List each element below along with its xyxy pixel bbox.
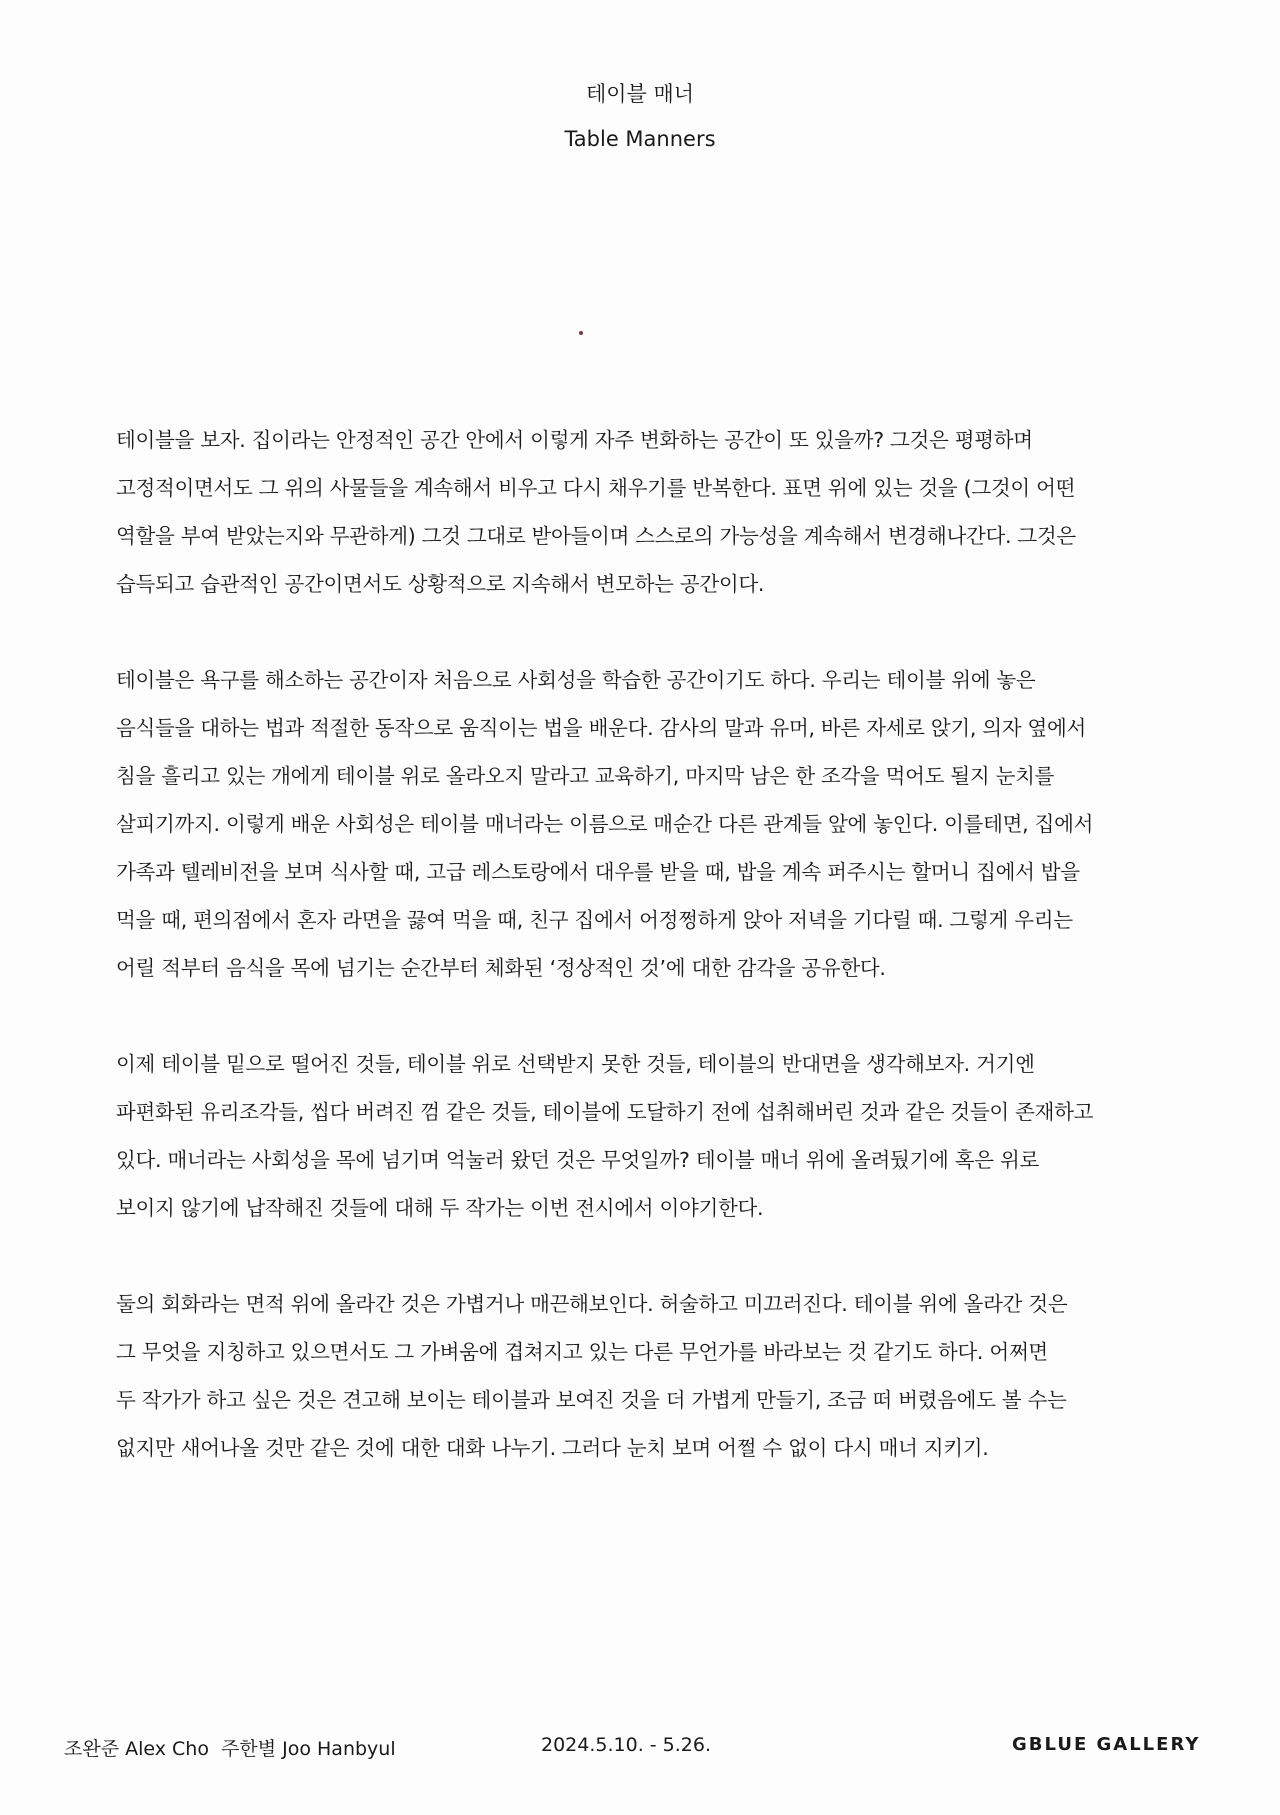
text-line: 보이지 않기에 납작해진 것들에 대해 두 작가는 이번 전시에서 이야기한다.	[116, 1196, 764, 1220]
text-line: 테이블을 보자. 집이라는 안정적인 공간 안에서 이렇게 자주 변화하는 공간이 또 있을까? 그것은 평평하며	[116, 428, 1033, 452]
gallery-logo: GBLUE GALLERY	[1012, 1734, 1201, 1755]
text-line: 역할을 부여 받았는지와 무관하게) 그것 그대로 받아들이며 스스로의 가능성을 계속해서 변경해나간다. 그것은	[116, 524, 1076, 548]
text-line: 살피기까지. 이렇게 배운 사회성은 테이블 매너라는 이름으로 매순간 다른 관계들 앞에 놓인다. 이를테면, 집에서	[116, 812, 1094, 836]
text-line: 없지만 새어나올 것만 같은 것에 대한 대화 나누기. 그러다 눈치 보며 어쩔 수 없이 다시 매너 지키기.	[116, 1436, 989, 1460]
exhibition-dates: 2024.5.10. - 5.26.	[541, 1734, 712, 1756]
artist-names: 조완준 Alex Cho 주한별 Joo Hanbyul	[64, 1738, 396, 1760]
text-line: 고정적이면서도 그 위의 사물들을 계속해서 비우고 다시 채우기를 반복한다. 표면 위에 있는 것을 (그것이 어떤	[116, 476, 1076, 500]
paragraph	[116, 416, 1176, 608]
scan-speck	[579, 331, 583, 335]
text-line: 가족과 텔레비전을 보며 식사할 때, 고급 레스토랑에서 대우를 받을 때, 밥을 계속 퍼주시는 할머니 집에서 밥을	[116, 860, 1080, 884]
text-line: 있다. 매너라는 사회성을 목에 넘기며 억눌러 왔던 것은 무엇일까? 테이블 매너 위에 올려뒀기에 혹은 위로	[116, 1148, 1039, 1172]
text-line: 먹을 때, 편의점에서 혼자 라면을 끓여 먹을 때, 친구 집에서 어정쩡하게 앉아 저녁을 기다릴 때. 그렇게 우리는	[116, 908, 1073, 932]
text-line: 테이블은 욕구를 해소하는 공간이자 처음으로 사회성을 학습한 공간이기도 하다. 우리는 테이블 위에 놓은	[116, 668, 1036, 692]
text-line: 두 작가가 하고 싶은 것은 견고해 보이는 테이블과 보여진 것을 더 가볍게 만들기, 조금 떠 버렸음에도 볼 수는	[116, 1388, 1067, 1412]
text-line: 침을 흘리고 있는 개에게 테이블 위로 올라오지 말라고 교육하기, 마지막 남은 한 조각을 먹어도 될지 눈치를	[116, 764, 1055, 788]
paragraph	[116, 656, 1176, 992]
text-line: 이제 테이블 밑으로 떨어진 것들, 테이블 위로 선택받지 못한 것들, 테이블의 반대면을 생각해보자. 거기엔	[116, 1052, 1035, 1076]
text-line: 음식들을 대하는 법과 적절한 동작으로 움직이는 법을 배운다. 감사의 말과 유머, 바른 자세로 앉기, 의자 옆에서	[116, 716, 1087, 740]
text-line: 파편화된 유리조각들, 씹다 버려진 껌 같은 것들, 테이블에 도달하기 전에 섭취해버린 것과 같은 것들이 존재하고	[116, 1100, 1094, 1124]
paragraph	[116, 1040, 1176, 1232]
text-line: 어릴 적부터 음식을 목에 넘기는 순간부터 체화된 ‘정상적인 것’에 대한 감각을 공유한다.	[116, 956, 886, 980]
essay-body	[116, 416, 1176, 1520]
text-line: 그 무엇을 지칭하고 있으면서도 그 가벼움에 겹쳐지고 있는 다른 무언가를 바라보는 것 같기도 하다. 어쩌면	[116, 1340, 1048, 1364]
text-line: 둘의 회화라는 면적 위에 올라간 것은 가볍거나 매끈해보인다. 허술하고 미끄러진다. 테이블 위에 올라간 것은	[116, 1292, 1068, 1316]
text-line: 습득되고 습관적인 공간이면서도 상황적으로 지속해서 변모하는 공간이다.	[116, 572, 765, 596]
paragraph	[116, 1280, 1176, 1472]
title-korean: 테이블 매너	[585, 82, 695, 106]
title-english: Table Manners	[564, 127, 716, 151]
